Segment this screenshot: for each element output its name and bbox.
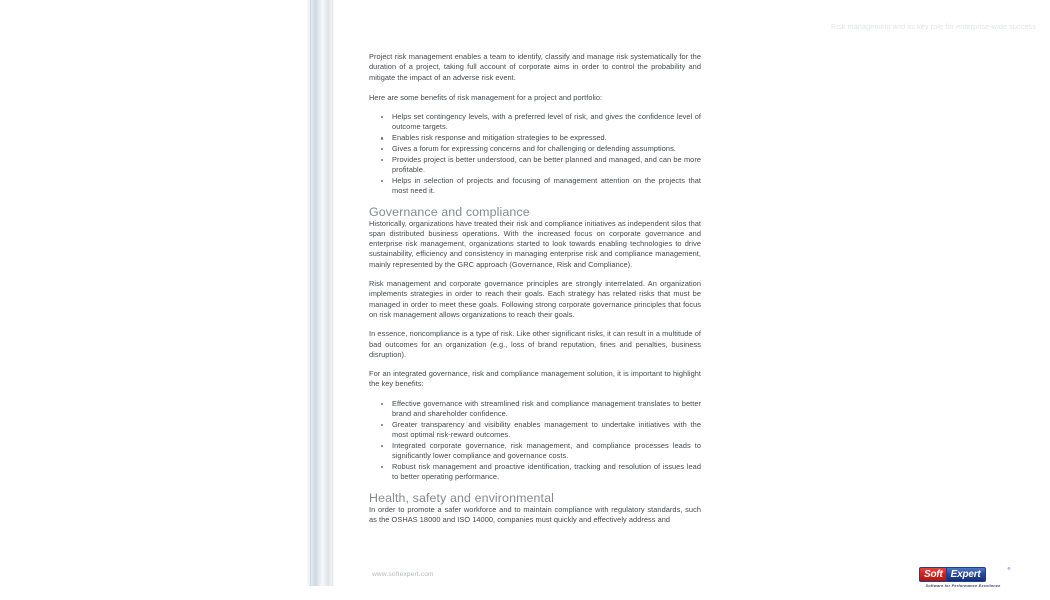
logo-soft-block: Soft (919, 567, 946, 582)
list-item: Robust risk management and proactive identification, tracking and resolution of issues lead to better operating performance. (392, 462, 701, 482)
logo-expert-block: Expert (946, 567, 986, 582)
hse-paragraph-1: In order to promote a safer workforce and to maintain compliance with regulatory standards, such as the OSHAS 18000 and ISO 14000, companies must quickly and effectively address and (369, 504, 701, 524)
list-item: Helps set contingency levels, with a preferred level of risk, and gives the confidence level of outcome targets. (392, 112, 701, 132)
governance-paragraph-2: Risk management and corporate governance principles are strongly interrelated. An organization implements strategies in order to reach their goals. Each strategy has related risks that must be managed in order to meet these goals. Following strong corporate governance principles that focus on risk management allows organizations to reach their goals. (369, 279, 701, 319)
section-heading-governance: Governance and compliance (369, 204, 530, 219)
list-item: Helps in selection of projects and focusing of management attention on the projects that most need it. (392, 175, 701, 196)
list-item: Effective governance with streamlined risk and compliance management translates to better brand and shareholder confidence. (392, 398, 701, 419)
page-content (369, 52, 701, 534)
governance-paragraph-4: For an integrated governance, risk and compliance management solution, it is important to highlight the key benefits: (369, 369, 701, 389)
list-item: Greater transparency and visibility enables management to undertake initiatives with the most optimal risk-reward outcomes. (392, 419, 701, 440)
governance-paragraph-1: Historically, organizations have treated their risk and compliance initiatives as independent silos that span distributed business operations. With the increased focus on corporate governance and enterprise risk management, organizations started to look towards enabling technologies to drive sustainability, efficiency and consistency in managing enterprise risk and compliance management, mainly represented by the GRC approach (Governance, Risk and Compliance). (369, 218, 701, 269)
list-item: Provides project is better understood, can be better planned and managed, and can be more profitable. (392, 154, 701, 175)
list-item: Enables risk response and mitigation strategies to be expressed. (392, 133, 701, 143)
benefits-list (369, 112, 701, 196)
governance-paragraph-3: In essence, noncompliance is a type of risk. Like other significant risks, it can result in a multitude of bad outcomes for an organization (e.g., loss of brand reputation, fines and penalties, business disruption). (369, 329, 701, 359)
spine-edge-line-left (310, 0, 311, 586)
governance-benefits-list (369, 399, 701, 483)
intro-paragraph: Project risk management enables a team to identify, classify and manage risk systematically for the duration of a project, taking full account of corporate aims in order to control the probability and mitigate the impact of an adverse risk event. (369, 52, 701, 82)
logo-tagline: Software for Performance Excellence (925, 583, 1001, 588)
trademark-icon: ® (1007, 565, 1011, 571)
document-page (336, 0, 1050, 600)
logo-wordmark (919, 565, 1011, 582)
footer-website-url[interactable]: www.softexpert.com (372, 571, 434, 578)
list-item: Integrated corporate governance, risk management, and compliance processes leads to significantly lower compliance and governance costs. (392, 440, 701, 461)
section-heading-health-safety-environmental: Health, safety and environmental (369, 490, 554, 505)
softexpert-logo (919, 565, 1011, 589)
benefits-lead-in: Here are some benefits of risk management for a project and portfolio: (369, 92, 603, 102)
left-gutter (0, 0, 308, 600)
running-header: Risk management and its key role for enterprise-wide success (831, 22, 1036, 31)
list-item: Gives a forum for expressing concerns and for challenging or defending assumptions. (392, 144, 701, 154)
spine-edge-line-right (332, 0, 333, 586)
